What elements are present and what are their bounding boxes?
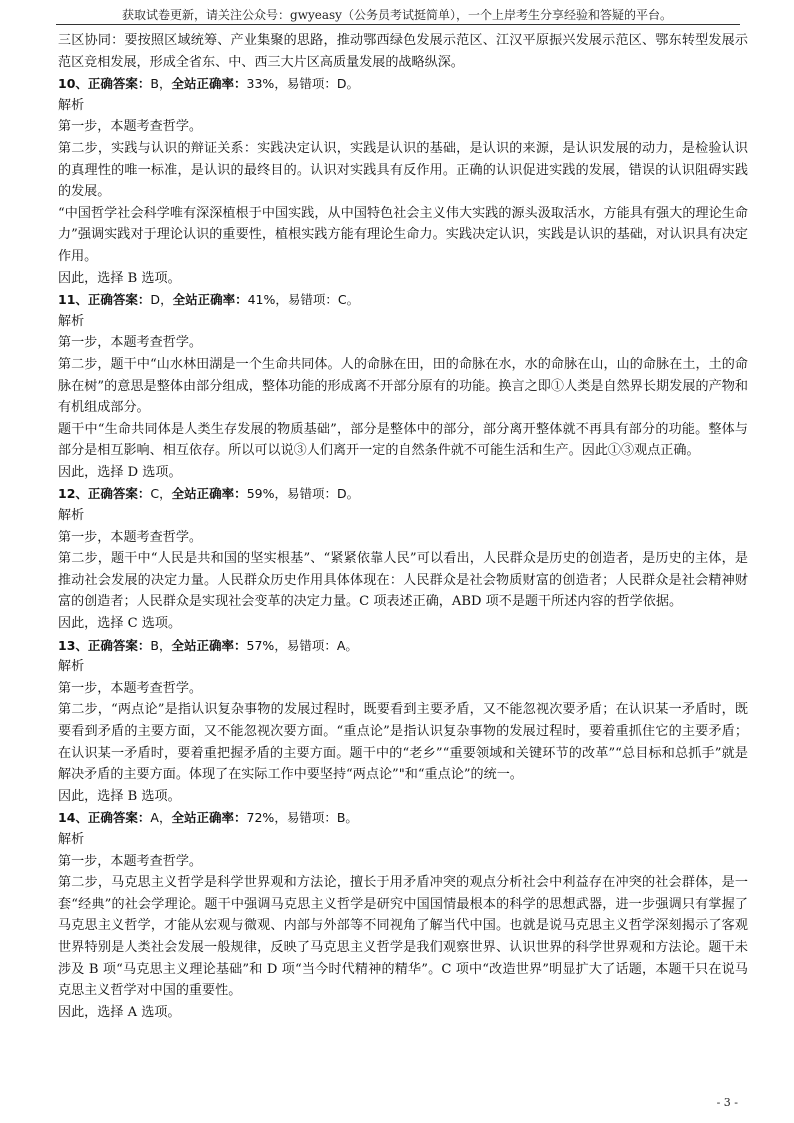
explanation-paragraph: 题干中“生命共同体是人类生存发展的物质基础”，部分是整体中的部分，部分离开整体就不再具有部分的功能。整体与部分是相互影响、相互依存。所以可以说③人们离开一定的自然条件就不可能生活和生产。因此①③观点正确。	[58, 421, 748, 459]
explanation-paragraph: 第二步，“两点论”是指认识复杂事物的发展过程时，既要看到主要矛盾，又不能忽视次要矛盾；在认识某一矛盾时，既要看到矛盾的主要方面，又不能忽视次要方面。“重点论”是指认识复杂事物的发展过程时，要着重抓住它的主要矛盾；在认识某一矛盾时，要着重把握矛盾的主要方面。题干中的“老乡”“重要领域和关键环节的改革”“总目标和总抓手”就是解决矛盾的主要方面。体现了在实际工作中要坚持“两点论”"和“重点论”的统一。	[58, 702, 748, 783]
analysis-heading: 解析	[58, 313, 85, 329]
question-block	[58, 807, 748, 1023]
intro-paragraph: 三区协同：要按照区域统筹、产业集聚的思路，推动鄂西绿色发展示范区、江汉平原振兴发展示范区、鄂东转型发展示范区竞相发展，形成全省东、中、西三大片区高质量发展的战略纵深。	[58, 33, 748, 70]
error-label: 易错项：	[286, 637, 337, 653]
question-list	[58, 73, 748, 1023]
accuracy-label: 全站正确率：	[171, 810, 247, 826]
explanation-paragraph: 第二步，题干中“山水林田湖是一个生命共同体。人的命脉在田，田的命脉在水，水的命脉在山，山的命脉在土，土的命脉在树”的意思是整体由部分组成，整体功能的形成离不开部分原有的功能。换言之即①人类是自然界长期发展的产物和有机组成部分。	[58, 356, 748, 416]
answer-value: D	[150, 292, 161, 308]
header-divider	[56, 24, 740, 25]
answer-label: 正确答案：	[87, 637, 151, 653]
accuracy-label: 全站正确率：	[172, 292, 248, 308]
answer-line: 13、正确答案：B，全站正确率：57%，易错项：A。	[58, 637, 358, 653]
analysis-heading: 解析	[58, 97, 85, 113]
conclusion: 因此，选择 C 选项。	[58, 616, 182, 632]
question-block	[58, 483, 748, 634]
answer-value: A	[150, 810, 159, 826]
error-value: B。	[336, 810, 358, 826]
answer-value: C	[150, 486, 160, 502]
question-number: 11、	[58, 292, 88, 308]
conclusion: 因此，选择 B 选项。	[58, 270, 181, 286]
question-number: 14、	[58, 810, 88, 826]
question-number: 12、	[58, 486, 88, 502]
answer-label: 正确答案：	[87, 486, 151, 502]
accuracy-label: 全站正确率：	[171, 637, 247, 653]
answer-label: 正确答案：	[87, 76, 151, 92]
conclusion: 因此，选择 A 选项。	[58, 1004, 181, 1020]
error-label: 易错项：	[287, 292, 338, 308]
step-one: 第一步，本题考查哲学。	[58, 335, 203, 351]
accuracy-value: 33%	[246, 76, 275, 92]
question-block	[58, 73, 748, 289]
answer-value: B	[150, 637, 159, 653]
page-header: 获取试卷更新，请关注公众号：gwyeasy（公务员考试挺简单），一个上岸考生分享经验和答疑的平台。	[122, 8, 672, 22]
accuracy-value: 41%	[247, 292, 276, 308]
answer-line: 11、正确答案：D，全站正确率：41%，易错项：C。	[58, 292, 360, 308]
error-label: 易错项：	[286, 76, 337, 92]
question-number: 10、	[58, 76, 88, 92]
answer-label: 正确答案：	[87, 810, 151, 826]
conclusion: 因此，选择 D 选项。	[58, 464, 182, 480]
accuracy-value: 59%	[246, 486, 275, 502]
answer-line: 12、正确答案：C，全站正确率：59%，易错项：D。	[58, 486, 360, 502]
analysis-heading: 解析	[58, 508, 85, 524]
explanation-paragraph: 第二步，实践与认识的辩证关系：实践决定认识，实践是认识的基础，是认识的来源，是认识发展的动力，是检验认识的真理性的唯一标准，是认识的最终目的。认识对实践具有反作用。正确的认识促进实践的发展，错误的认识阻碍实践的发展。	[58, 140, 748, 200]
page-number: - 3 -	[716, 1096, 738, 1109]
error-label: 易错项：	[286, 810, 337, 826]
error-value: C。	[337, 292, 360, 308]
accuracy-label: 全站正确率：	[171, 486, 247, 502]
accuracy-value: 57%	[246, 637, 275, 653]
analysis-heading: 解析	[58, 659, 85, 675]
document-body	[58, 30, 748, 1023]
explanation-paragraph: 第二步，马克思主义哲学是科学世界观和方法论，擅长于用矛盾冲突的观点分析社会中利益存在冲突的社会群体，是一套“经典”的社会学理论。题干中强调马克思主义哲学是研究中国国情最根本的科学的思想武器，进一步强调只有掌握了马克思主义哲学，才能从宏观与微观、内部与外部等不同视角了解当代中国。也就是说马克思主义哲学深刻揭示了客观世界特别是人类社会发展一般规律，反映了马克思主义哲学是我们观察世界、认识世界的科学世界观和方法论。题干未涉及 B 项“马克思主义理论基础”和 D 项“当今时代精神的精华”。C 项中“改造世界”明显扩大了话题，本题干只在说马克思主义哲学对中国的重要性。	[58, 875, 748, 999]
error-value: D。	[336, 76, 359, 92]
step-one: 第一步，本题考查哲学。	[58, 680, 203, 696]
analysis-heading: 解析	[58, 831, 85, 847]
step-one: 第一步，本题考查哲学。	[58, 529, 203, 545]
step-one: 第一步，本题考查哲学。	[58, 119, 203, 135]
question-block	[58, 635, 748, 808]
explanation-paragraph: 第二步，题干中“人民是共和国的坚实根基”、“紧紧依靠人民”可以看出，人民群众是历史的创造者，是历史的主体，是推动社会发展的决定力量。人民群众历史作用具体体现在：人民群众是社会物质财富的创造者；人民群众是社会精神财富的创造者；人民群众是实现社会变革的决定力量。C 项表述正确，ABD 项不是题干所述内容的哲学依据。	[58, 551, 748, 610]
step-one: 第一步，本题考查哲学。	[58, 853, 203, 869]
conclusion: 因此，选择 B 选项。	[58, 788, 181, 804]
answer-line: 14、正确答案：A，全站正确率：72%，易错项：B。	[58, 810, 358, 826]
answer-value: B	[150, 76, 159, 92]
accuracy-label: 全站正确率：	[171, 76, 247, 92]
accuracy-value: 72%	[246, 810, 275, 826]
error-value: D。	[337, 486, 360, 502]
answer-line: 10、正确答案：B，全站正确率：33%，易错项：D。	[58, 76, 359, 92]
question-number: 13、	[58, 637, 88, 653]
error-value: A。	[336, 637, 358, 653]
question-block	[58, 289, 748, 483]
error-label: 易错项：	[287, 486, 338, 502]
answer-label: 正确答案：	[87, 292, 151, 308]
explanation-paragraph: “中国哲学社会科学唯有深深植根于中国实践，从中国特色社会主义伟大实践的源头汲取活水，方能具有强大的理论生命力”强调实践对于理论认识的重要性，植根实践方能有理论生命力。实践决定认识，实践是认识的基础，对认识具有决定作用。	[58, 205, 748, 264]
